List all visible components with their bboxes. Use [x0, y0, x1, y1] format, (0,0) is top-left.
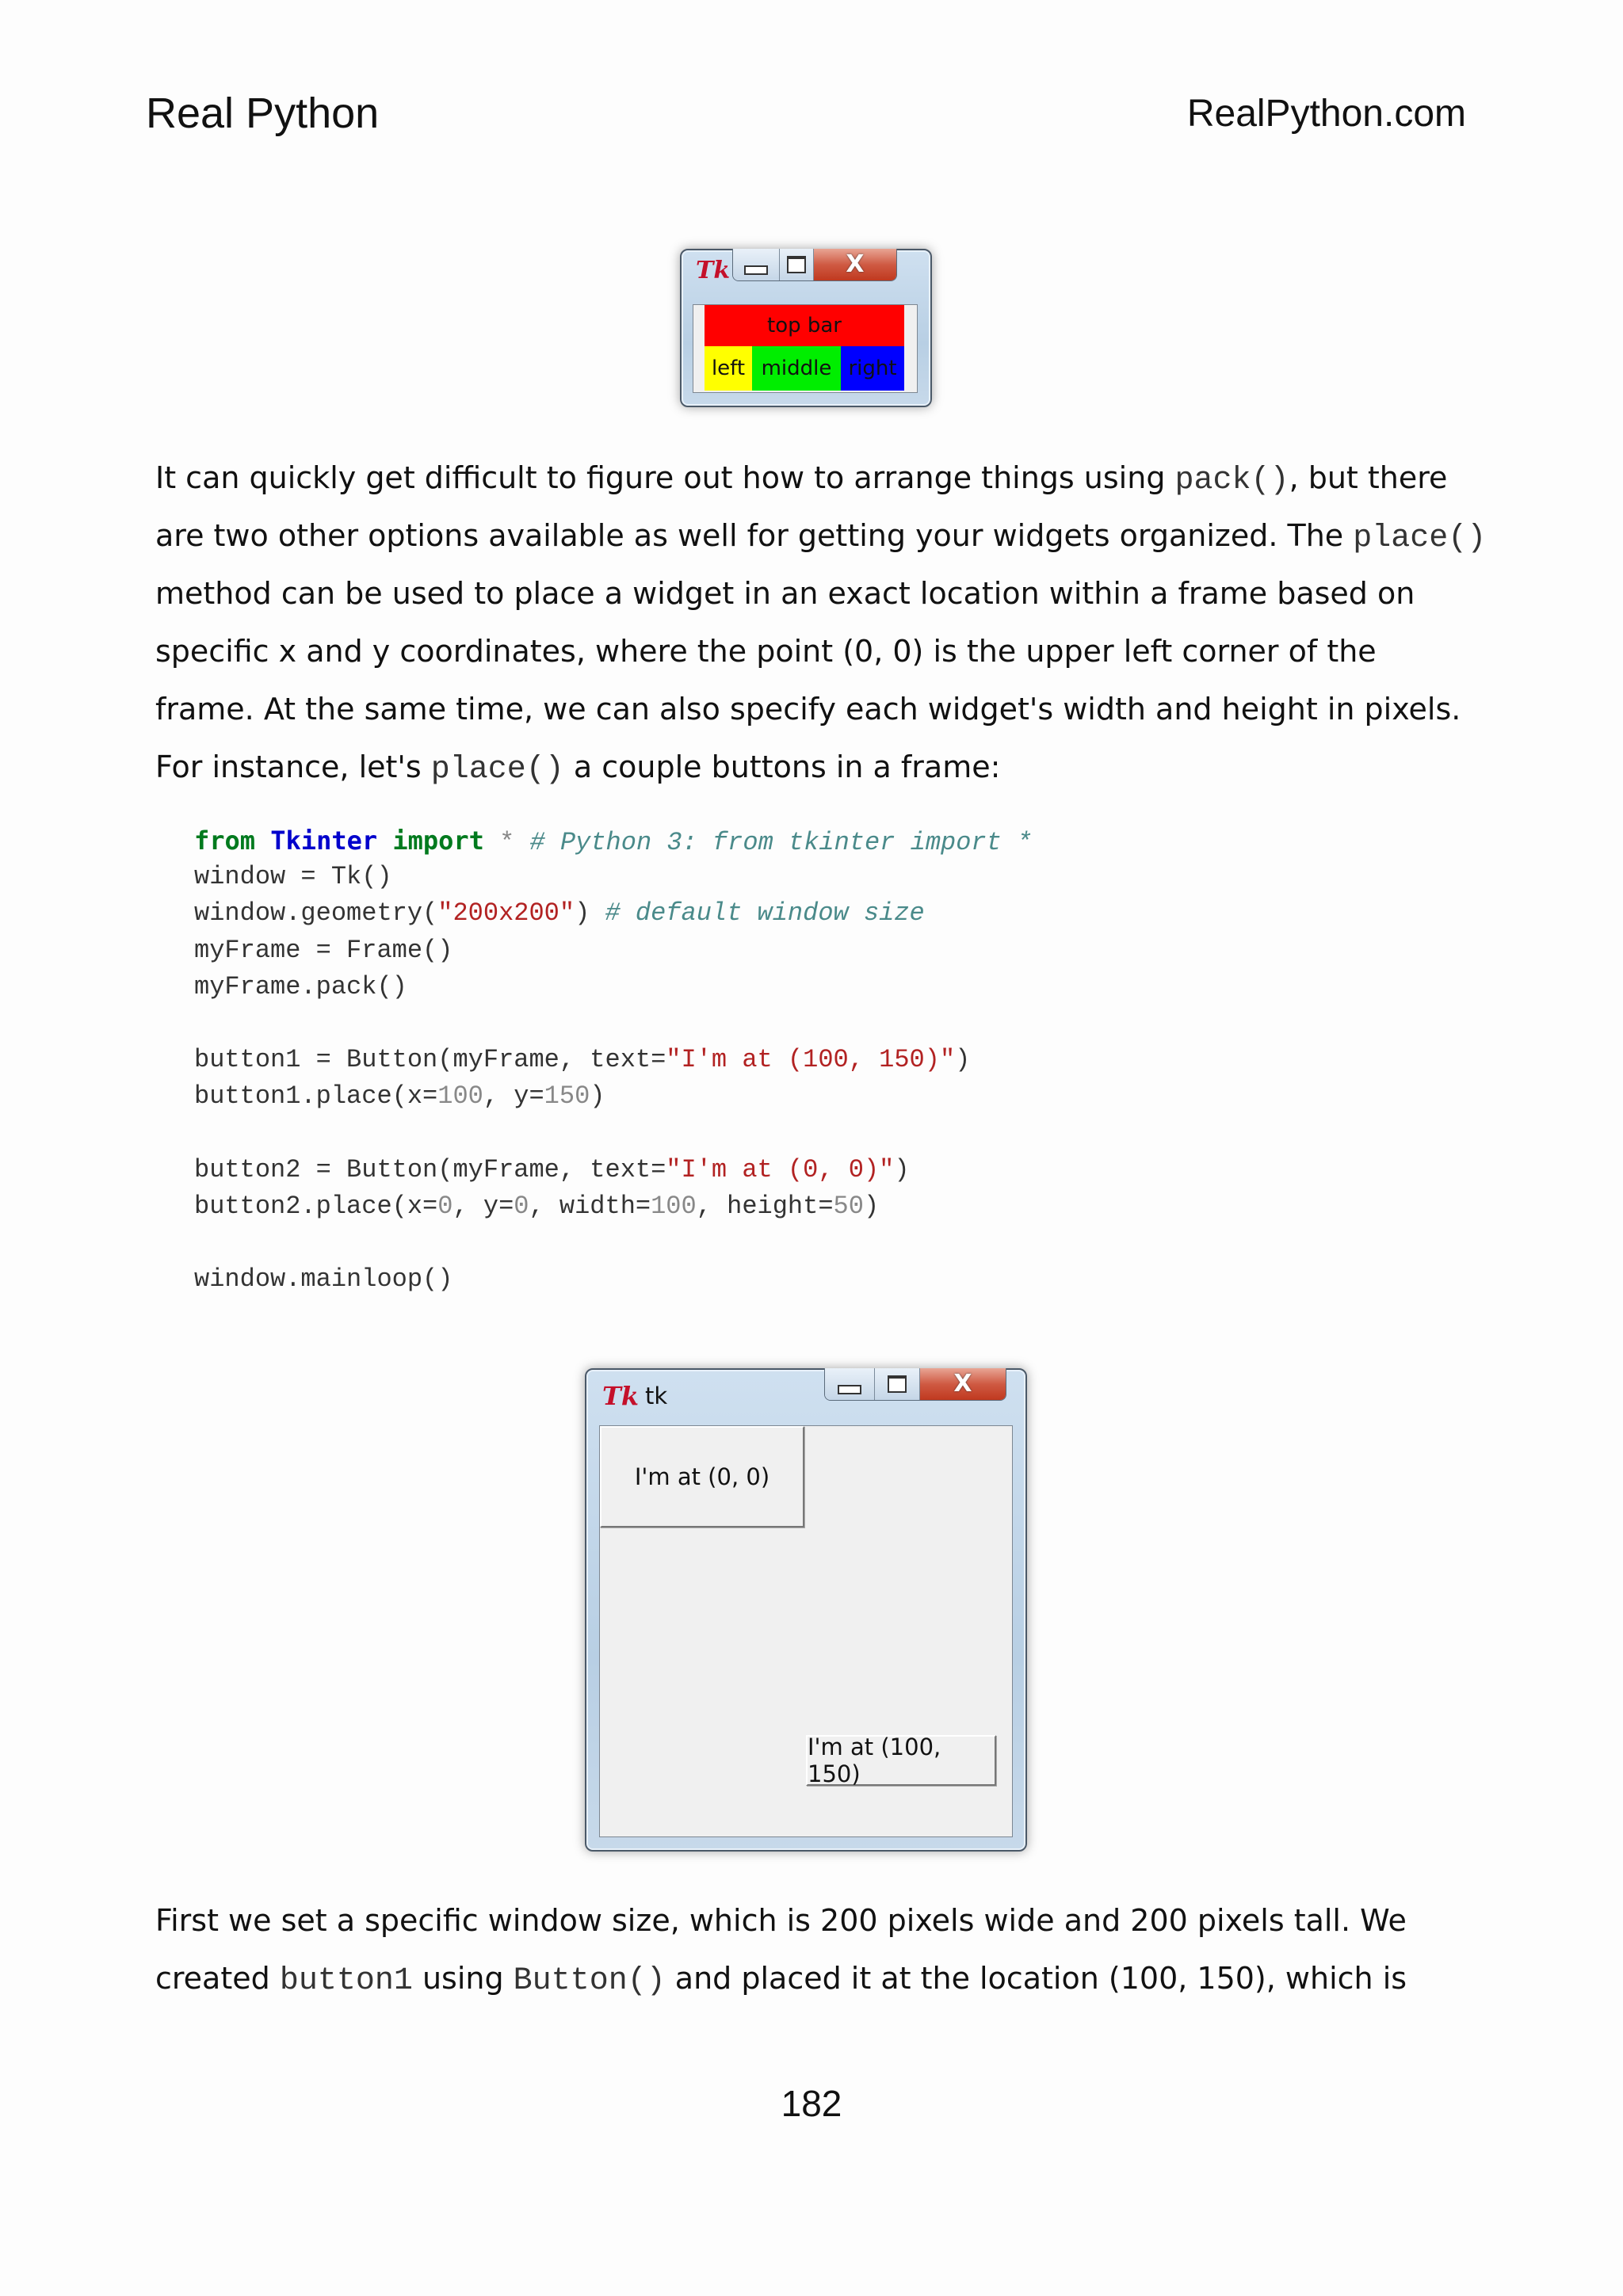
maximize-icon: [888, 1375, 907, 1393]
code: ): [575, 898, 605, 929]
code: window.geometry(: [194, 898, 438, 929]
code: button1 = Button(myFrame, text=: [194, 1045, 666, 1075]
tk-logo-icon: Tk: [602, 1381, 639, 1411]
button-at-0-0[interactable]: I'm at (0, 0): [600, 1426, 804, 1527]
code: ): [590, 1081, 605, 1112]
minimize-button[interactable]: [825, 1368, 875, 1400]
left-label: left: [705, 346, 752, 391]
code: , height=: [696, 1191, 834, 1221]
code: , width=: [529, 1191, 651, 1221]
text: are two other options available as well for getting your widgets organized. The: [155, 518, 1354, 553]
text: a couple buttons in a frame:: [563, 749, 1001, 784]
string: "I'm at (100, 150)": [666, 1045, 956, 1075]
pack-example-window: [680, 249, 932, 407]
text: using: [412, 1961, 514, 1996]
inline-code: pack(): [1174, 463, 1289, 498]
middle-label: middle: [752, 346, 841, 391]
minimize-icon: [838, 1385, 861, 1394]
code-blank-line: [194, 1005, 1032, 1042]
inline-code: place(): [1353, 521, 1487, 556]
paragraph-explanation: [155, 1892, 1487, 2008]
text: For instance, let's: [155, 749, 431, 784]
code-line: [194, 1042, 1032, 1078]
code-line: [194, 1078, 1032, 1115]
number: 0: [437, 1191, 453, 1221]
code-block: [194, 822, 1032, 1298]
number: 150: [544, 1081, 590, 1112]
top-bar-label: top bar: [705, 305, 904, 346]
code: button1.place(x=: [194, 1081, 438, 1112]
minimize-button[interactable]: [733, 249, 780, 280]
page-number: 182: [781, 2083, 842, 2124]
code-line: myFrame = Frame(): [194, 935, 453, 965]
window-title: tk: [645, 1383, 668, 1409]
code-line: myFrame.pack(): [194, 971, 407, 1001]
text: , but there: [1289, 460, 1448, 495]
text: created: [155, 1961, 280, 1996]
inline-code: button1: [279, 1963, 413, 1999]
code-line: [194, 895, 1032, 932]
minimize-icon: [744, 265, 768, 275]
code: , y=: [453, 1191, 514, 1221]
paragraph-place-intro: [155, 449, 1487, 796]
code-line: window.mainloop(): [194, 1264, 453, 1295]
place-example-window: [585, 1368, 1027, 1852]
code-line: window = Tk(): [194, 862, 392, 892]
code-line: [194, 1152, 1032, 1188]
comment: # default window size: [605, 898, 925, 929]
window-controls: [732, 249, 897, 281]
window-client-area: [693, 304, 918, 393]
close-icon: X: [846, 250, 865, 278]
inline-code: place(): [430, 752, 564, 788]
module-name: Tkinter: [270, 826, 378, 856]
code: button2 = Button(myFrame, text=: [194, 1154, 666, 1184]
code-blank-line: [194, 1116, 1032, 1152]
number: 0: [514, 1191, 529, 1221]
code-line: [194, 1188, 1032, 1225]
number: 100: [437, 1081, 483, 1112]
maximize-button[interactable]: [780, 249, 814, 280]
text: specific x and y coordinates, where the point (0, 0) is the upper left corner of the: [155, 634, 1377, 669]
code-blank-line: [194, 1225, 1032, 1261]
maximize-icon: [787, 256, 806, 273]
header-title: Real Python: [146, 90, 380, 137]
keyword: from: [194, 826, 256, 856]
code: button2.place(x=: [194, 1191, 438, 1221]
text: frame. At the same time, we can also specify each widget's width and height in pixels.: [155, 692, 1461, 727]
text: and placed it at the location (100, 150), which is: [665, 1961, 1407, 1996]
close-icon: X: [953, 1370, 972, 1398]
code: ): [894, 1154, 910, 1184]
text: method can be used to place a widget in an exact location within a frame based on: [155, 576, 1415, 611]
close-button[interactable]: [814, 249, 896, 280]
maximize-button[interactable]: [875, 1368, 920, 1400]
string: "200x200": [437, 898, 575, 929]
comment: # Python 3: from tkinter import *: [529, 828, 1033, 857]
right-label: right: [841, 346, 904, 391]
number: 100: [651, 1191, 697, 1221]
inline-code: Button(): [513, 1963, 666, 1999]
close-button[interactable]: [920, 1368, 1006, 1400]
text: First we set a specific window size, which is 200 pixels wide and 200 pixels tall. We: [155, 1903, 1407, 1938]
tk-logo-icon: Tk: [696, 257, 731, 284]
code: , y=: [483, 1081, 544, 1112]
window-client-area: [599, 1425, 1013, 1837]
number: 50: [833, 1191, 864, 1221]
code: ): [863, 1191, 880, 1221]
keyword: import: [392, 826, 484, 856]
header-site: RealPython.com: [1186, 93, 1466, 135]
code-line: [194, 822, 1032, 859]
button-at-100-150[interactable]: I'm at (100, 150): [806, 1735, 996, 1786]
operator: *: [483, 828, 530, 857]
string: "I'm at (0, 0)": [666, 1154, 895, 1184]
code: ): [955, 1045, 971, 1075]
text: It can quickly get difficult to figure out how to arrange things using: [155, 460, 1175, 495]
window-controls: [824, 1368, 1006, 1401]
